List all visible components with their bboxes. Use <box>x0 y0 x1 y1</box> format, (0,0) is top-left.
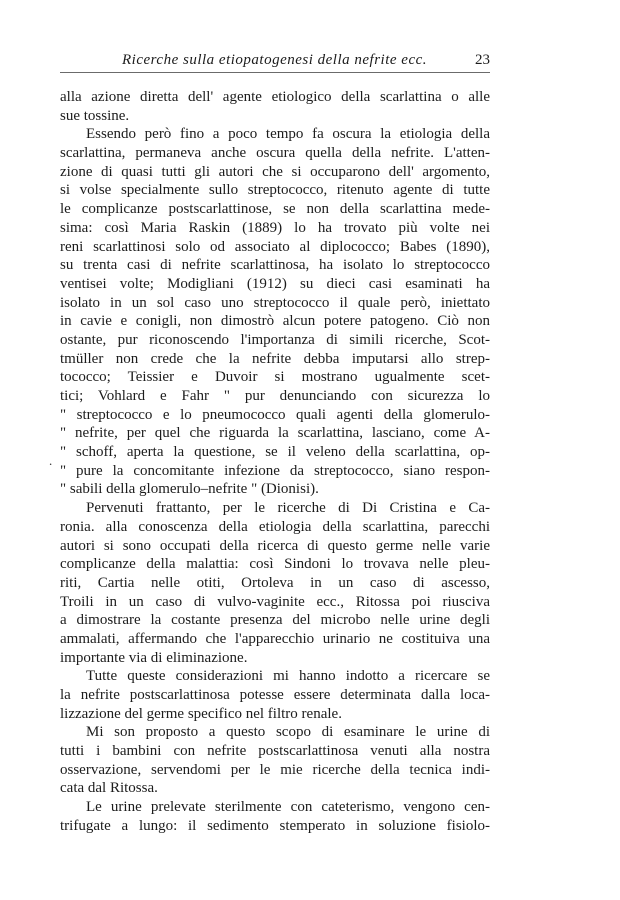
text-line: su trenta casi di nefrite scarlattinosa, ha isolato lo streptococco <box>60 257 490 274</box>
text-line: le complicanze postscarlattinose, se non della scarlattina mede- <box>60 201 490 218</box>
text-line: ammalati, affermando che l'apparecchio urinario ne costituiva una <box>60 630 490 647</box>
text-line: Mi son proposto a questo scopo di esaminare le urine di <box>86 724 490 741</box>
text-line: a dimostrare la costante presenza del microbo nelle urine degli <box>60 612 490 629</box>
text-line: reni scarlattinosi solo od associato al diplococco; Babes (1890), <box>60 238 490 255</box>
text-line: scarlattina, permaneva anche oscura quella della nefrite. L'atten- <box>60 145 490 162</box>
text-line: lizzazione del germe specifico nel filtro renale. <box>60 705 342 722</box>
text-line: tici; Vohlard e Fahr " pur denunciando con sicurezza lo <box>60 388 490 404</box>
text-line: importante via di eliminazione. <box>60 649 248 666</box>
text-line: ronia. alla conoscenza della etiologia della scarlattina, parecchi <box>60 518 490 535</box>
text-line: la nefrite postscarlattinosa potesse essere determinata dalla loca- <box>60 687 490 703</box>
text-line: ostante, pur riconoscendo l'importanza di simili ricerche, Scot- <box>60 331 490 348</box>
text-line: Pervenuti frattanto, per le ricerche di Di Cristina e Ca- <box>86 500 490 517</box>
text-line: Troili in un caso di vulvo-vaginite ecc., Ritossa poi riusciva <box>60 593 490 610</box>
text-line: tococco; Teissier e Duvoir si mostrano ugualmente scet- <box>60 369 490 386</box>
text-line: ventisei volte; Modigliani (1912) su dieci casi esaminati ha <box>60 275 490 292</box>
text-line: " pure la concomitante infezione da streptococco, siano respon- <box>60 462 490 479</box>
text-line: riti, Cartia nelle otiti, Ortoleva in un caso di ascesso, <box>60 574 490 591</box>
text-line: autori si sono occupati della ricerca di questo germe nelle varie <box>60 537 490 554</box>
text-line: sima: così Maria Raskin (1889) lo ha trovato più volte nei <box>60 219 490 236</box>
text-line: " streptococco e lo pneumococco quali agenti della glomerulo- <box>60 406 490 423</box>
running-title: Ricerche sulla etiopatogenesi della nefrite ecc. <box>122 52 428 68</box>
text-line: " nefrite, per quel che riguarda la scarlattina, lasciano, come A- <box>60 425 490 442</box>
text-line: osservazione, servendomi per le mie ricerche della tecnica indi- <box>60 761 490 778</box>
text-line: zione di quasi tutti gli autori che si occuparono dell' argomento, <box>60 163 490 180</box>
page-number: 23 <box>475 52 490 68</box>
text-line: tutti i bambini con nefrite postscarlattinosa venuti alla nostra <box>60 743 490 760</box>
text-line: in cavie e conigli, non dimostrò alcun potere patogeno. Ciò non <box>60 313 490 330</box>
text-line: cata dal Ritossa. <box>60 780 158 797</box>
margin-mark: . <box>49 453 53 468</box>
text-line: tmüller non crede che la nefrite debba imputarsi allo strep- <box>60 350 490 367</box>
text-line: sue tossine. <box>60 107 130 124</box>
body-text <box>60 88 490 836</box>
text-line: Le urine prelevate sterilmente con cateterismo, vengono cen- <box>86 799 490 816</box>
text-line: isolato in un sol caso uno streptococco il quale però, iniettato <box>60 294 490 311</box>
text-line: Essendo però fino a poco tempo fa oscura la etiologia della <box>86 126 490 143</box>
text-line: si volse specialmente sullo streptococco, ritenuto agente di tutte <box>60 182 490 199</box>
text-line: " sabili della glomerulo–nefrite " (Dionisi). <box>60 481 319 498</box>
header-rule <box>60 72 490 73</box>
text-line: alla azione diretta dell' agente etiologico della scarlattina o alle <box>60 89 490 105</box>
text-line: Tutte queste considerazioni mi hanno indotto a ricercare se <box>86 668 490 685</box>
text-line: trifugate a lungo: il sedimento stemperato in soluzione fisiolo- <box>60 817 490 834</box>
text-line: " schoff, aperta la questione, se il veleno della scarlattina, op- <box>60 444 490 461</box>
text-line: complicanze della malattia: così Sindoni lo trovava nelle pleu- <box>60 556 490 573</box>
